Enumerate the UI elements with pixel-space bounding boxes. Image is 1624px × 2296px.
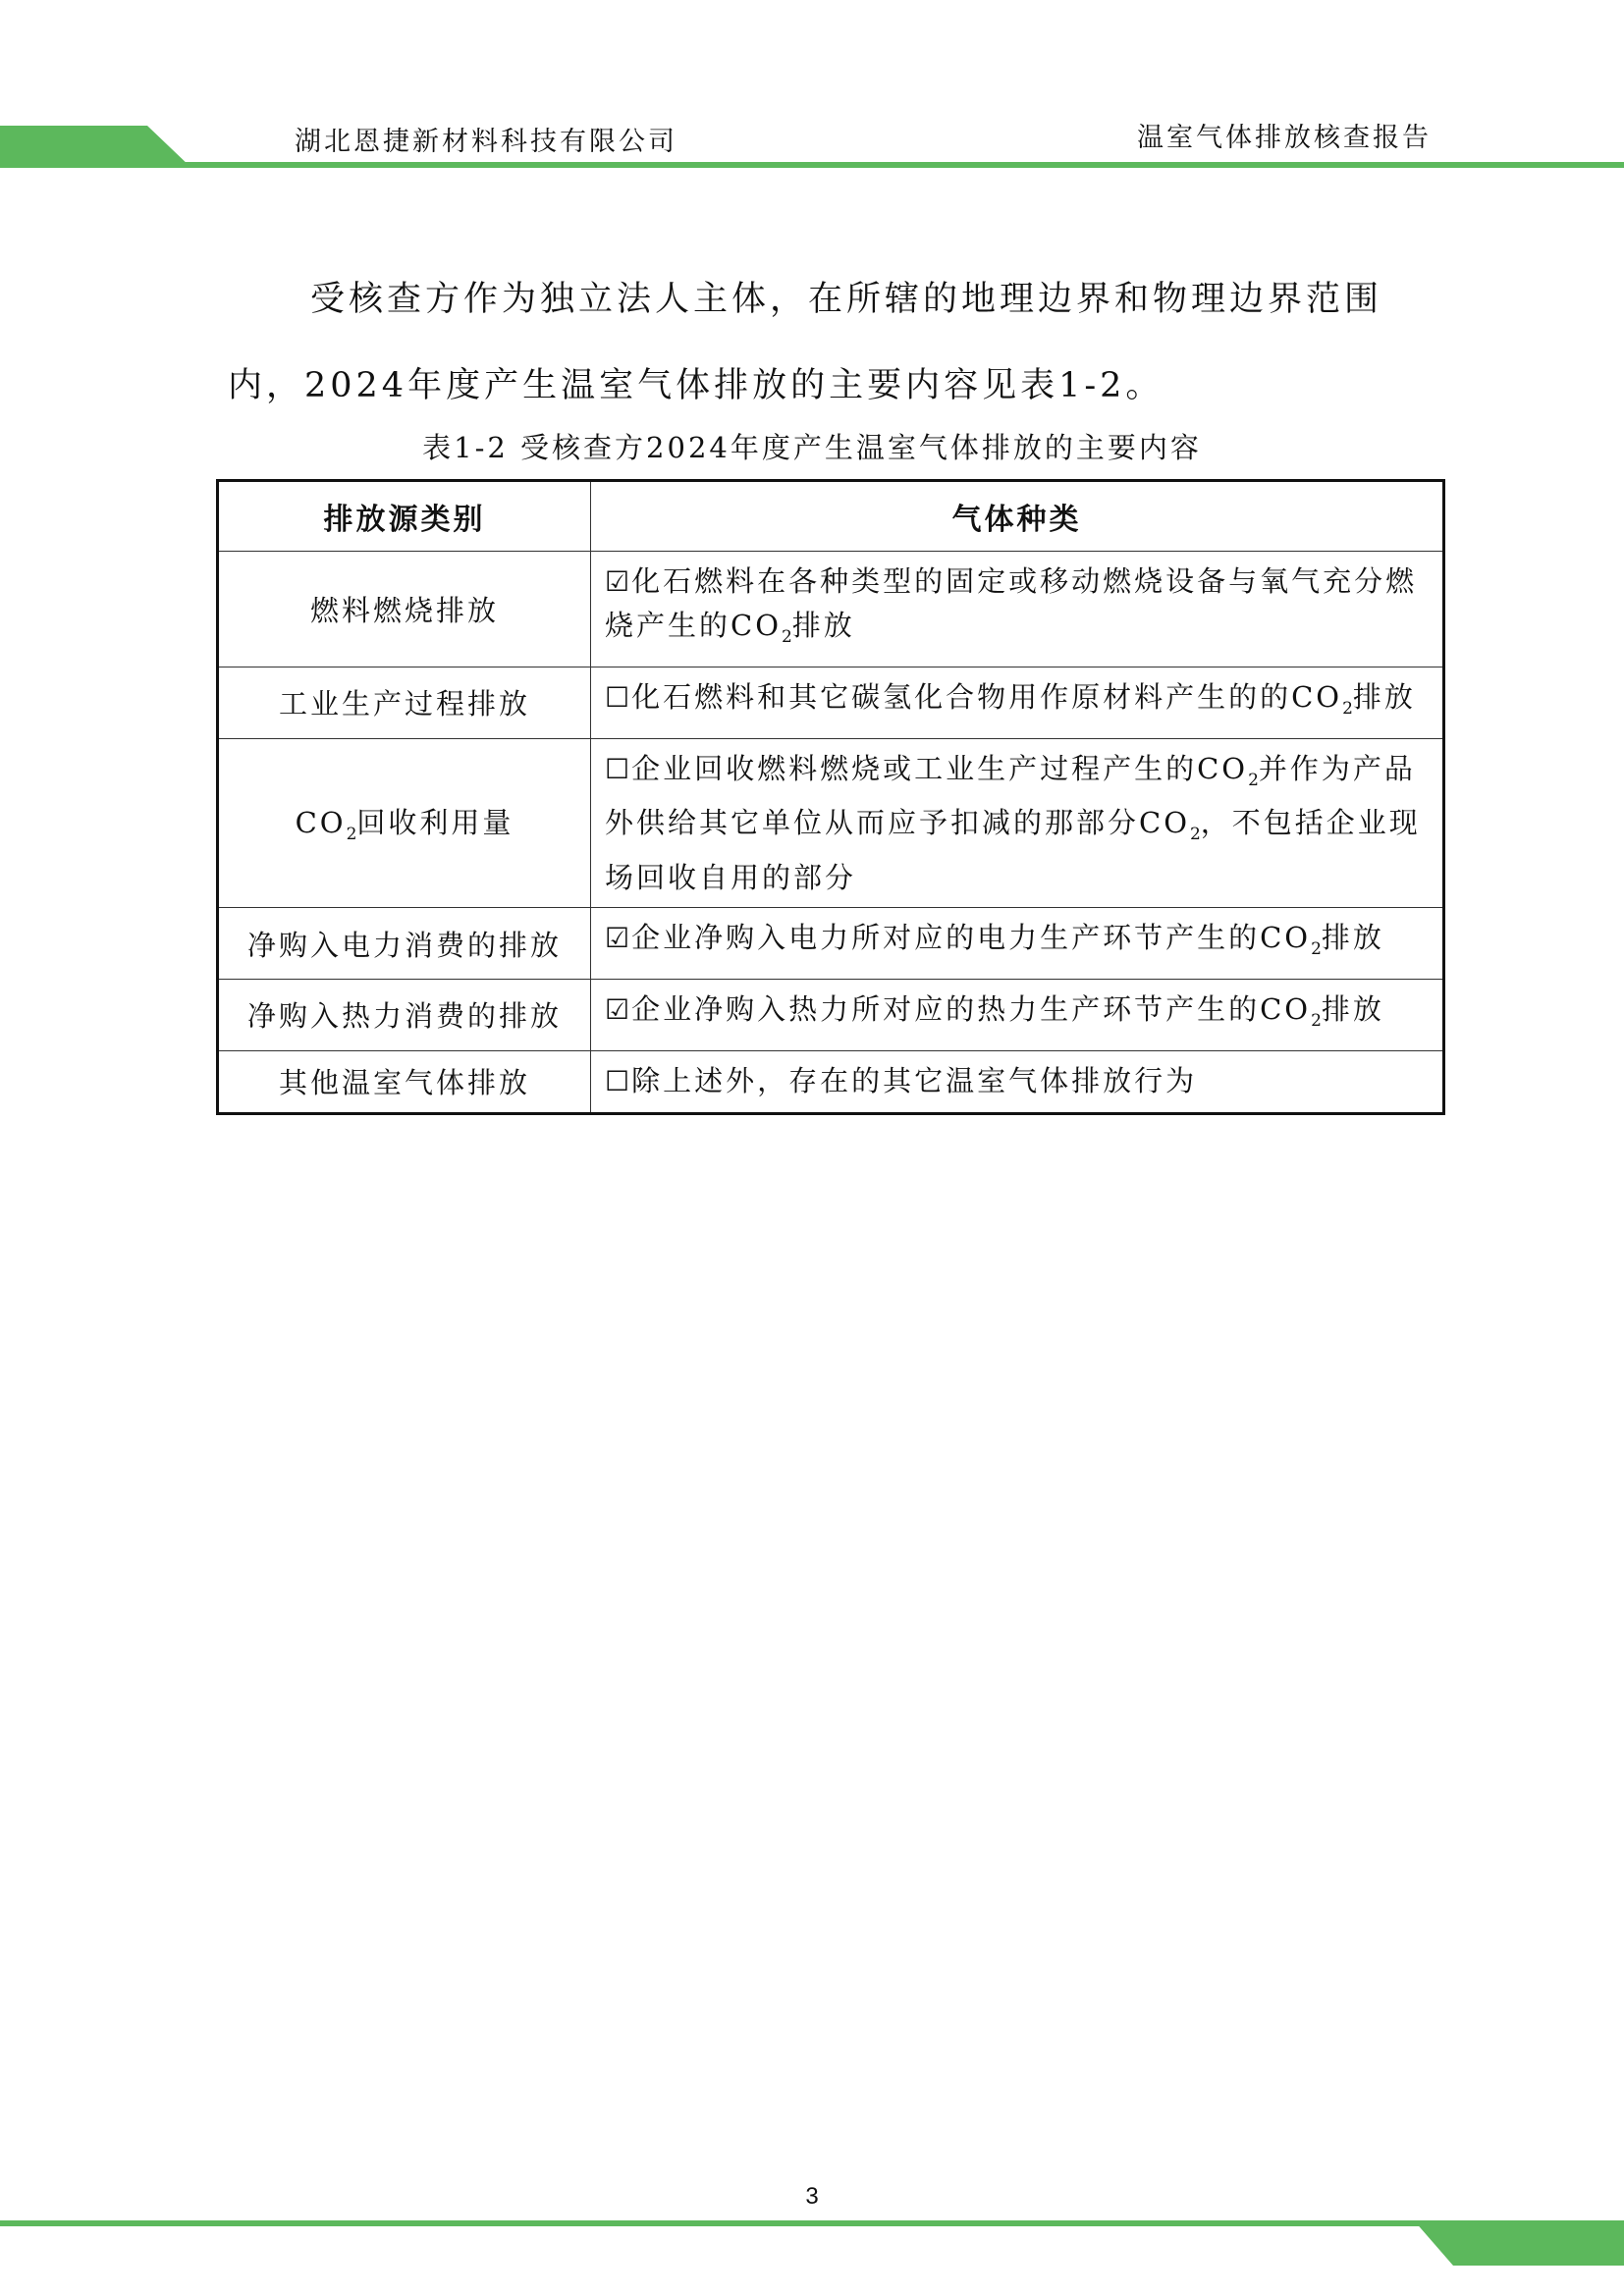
body-paragraph: 受核查方作为独立法人主体，在所辖的地理边界和物理边界范围内，2024年度产生温室气体排放的主要内容见表1-2。 xyxy=(228,280,1383,405)
description-text-mid: 并作为产品外供给其它单位从而应予扣减的那部分CO xyxy=(605,751,1416,840)
description-text-end: 排放 xyxy=(1352,679,1416,714)
row-category: 工业生产过程排放 xyxy=(218,667,591,738)
unchecked-box-icon: ☐ xyxy=(605,752,630,785)
category-text: CO xyxy=(295,806,347,840)
subscript-2: 2 xyxy=(1248,770,1259,790)
row-description xyxy=(591,738,1444,908)
footer-green-tab xyxy=(1414,2220,1624,2266)
footer-green-rule xyxy=(0,2220,1624,2226)
table-row xyxy=(218,979,1444,1050)
row-description xyxy=(591,552,1444,667)
subscript-2: 2 xyxy=(1189,825,1201,845)
description-text: 企业净购入电力所对应的电力生产环节产生的CO xyxy=(631,921,1312,955)
description-text: 企业回收燃料燃烧或工业生产过程产生的CO xyxy=(631,751,1249,785)
description-text: 除上述外，存在的其它温室气体排放行为 xyxy=(631,1064,1198,1098)
column-header-source-category: 排放源类别 xyxy=(218,481,591,552)
row-description xyxy=(591,667,1444,738)
subscript-2: 2 xyxy=(1342,698,1353,719)
table-row xyxy=(218,667,1444,738)
row-category: 净购入热力消费的排放 xyxy=(218,979,591,1050)
description-text: 企业净购入热力所对应的热力生产环节产生的CO xyxy=(631,991,1312,1026)
row-category: 燃料燃烧排放 xyxy=(218,552,591,667)
row-category: 净购入电力消费的排放 xyxy=(218,908,591,980)
header-green-rule xyxy=(0,162,1624,168)
row-category xyxy=(218,738,591,908)
subscript-2: 2 xyxy=(1311,1010,1322,1031)
subscript-2: 2 xyxy=(781,626,792,647)
checked-box-icon: ☑ xyxy=(605,565,630,598)
emission-sources-table xyxy=(216,479,1445,1115)
subscript-2: 2 xyxy=(1311,938,1322,959)
table-header-row xyxy=(218,481,1444,552)
table-row xyxy=(218,1050,1444,1113)
description-text-end: 排放 xyxy=(1321,991,1384,1026)
column-header-gas-type: 气体种类 xyxy=(591,481,1444,552)
page-number: 3 xyxy=(805,2183,819,2210)
table-row xyxy=(218,738,1444,908)
header-company-name: 湖北恩捷新材料科技有限公司 xyxy=(295,127,677,157)
unchecked-box-icon: ☐ xyxy=(605,680,630,714)
description-text: 化石燃料在各种类型的固定或移动燃烧设备与氧气充分燃烧产生的CO xyxy=(605,564,1418,642)
description-text-end: ，不包括企业现场回收自用的部分 xyxy=(605,806,1421,895)
row-category: 其他温室气体排放 xyxy=(218,1050,591,1113)
header-report-title: 温室气体排放核查报告 xyxy=(1137,123,1432,153)
subscript-2: 2 xyxy=(346,825,357,845)
category-text-end: 回收利用量 xyxy=(356,806,514,840)
description-text-end: 排放 xyxy=(1321,921,1384,955)
table-row xyxy=(218,552,1444,667)
table-caption: 表1-2 受核查方2024年度产生温室气体排放的主要内容 xyxy=(422,431,1202,464)
checked-box-icon: ☑ xyxy=(605,922,630,955)
checked-box-icon: ☑ xyxy=(605,992,630,1026)
row-description xyxy=(591,979,1444,1050)
unchecked-box-icon: ☐ xyxy=(605,1065,630,1098)
description-text-end: 排放 xyxy=(791,609,855,642)
row-description xyxy=(591,1050,1444,1113)
row-description xyxy=(591,908,1444,980)
table-row xyxy=(218,908,1444,980)
description-text: 化石燃料和其它碳氢化合物用作原材料产生的的CO xyxy=(631,679,1343,714)
